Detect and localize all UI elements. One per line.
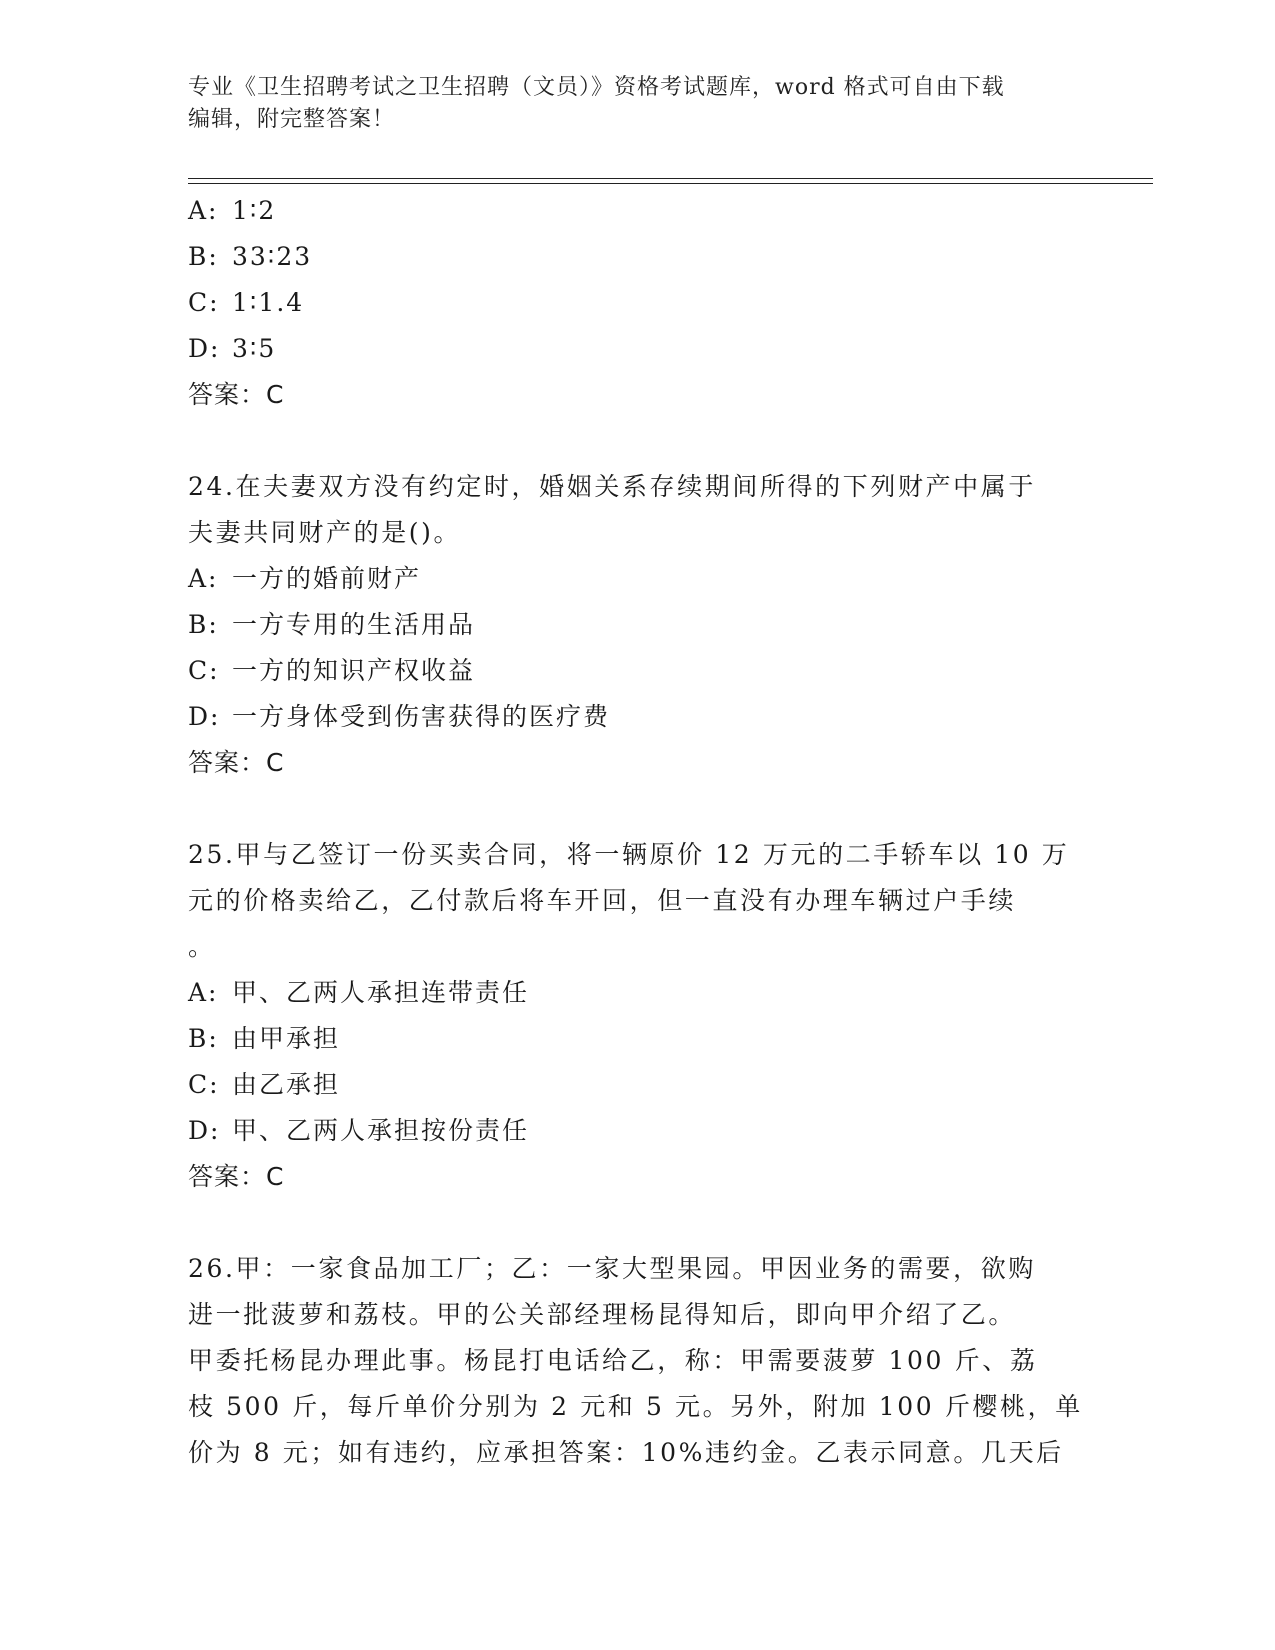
option-c (188, 280, 1088, 326)
question-25 (188, 832, 1088, 1200)
option-label: C: (188, 288, 220, 317)
option-text: 甲、乙两人承担按份责任 (232, 1116, 530, 1145)
option-text: 一方身体受到伤害获得的医疗费 (232, 702, 611, 731)
option-text: 由乙承担 (232, 1070, 341, 1099)
stem-line: 夫妻共同财产的是()。 (188, 518, 462, 547)
stem-line: 元的价格卖给乙，乙付款后将车开回，但一直没有办理车辆过户手续 (188, 886, 1017, 915)
header-line-2: 编辑，附完整答案！ (188, 107, 396, 132)
option-b (188, 602, 1088, 648)
option-label: D: (188, 1116, 221, 1145)
option-label: C: (188, 1070, 220, 1099)
stem-line: 价为 8 元；如有违约，应承担答案：10%违约金。乙表示同意。几天后 (188, 1438, 1064, 1467)
option-text: 1∶2 (232, 196, 277, 225)
page-header (188, 72, 1068, 136)
option-text: 一方的婚前财产 (232, 564, 422, 593)
option-c (188, 648, 1088, 694)
option-label: A: (188, 196, 219, 225)
header-rule-top (188, 178, 1153, 179)
stem-line: 进一批菠萝和荔枝。甲的公关部经理杨昆得知后，即向甲介绍了乙。 (188, 1300, 1017, 1329)
option-label: A: (188, 978, 219, 1007)
question-24 (188, 464, 1088, 786)
option-text: 甲、乙两人承担连带责任 (232, 978, 530, 1007)
stem-line: 24.在夫妻双方没有约定时，婚姻关系存续期间所得的下列财产中属于 (188, 472, 1036, 501)
option-c (188, 1062, 1088, 1108)
stem-line: 25.甲与乙签订一份买卖合同，将一辆原价 12 万元的二手轿车以 10 万 (188, 840, 1070, 869)
option-label: A: (188, 564, 219, 593)
option-b (188, 1016, 1088, 1062)
answer-line: 答案：C (188, 1162, 285, 1191)
question-stem (188, 464, 1073, 556)
stem-line: 甲委托杨昆办理此事。杨昆打电话给乙，称：甲需要菠萝 100 斤、荔 (188, 1346, 1038, 1375)
option-text: 一方专用的生活用品 (232, 610, 476, 639)
option-b (188, 234, 1088, 280)
option-d (188, 326, 1088, 372)
option-text: 由甲承担 (232, 1024, 341, 1053)
header-line-1: 专业《卫生招聘考试之卫生招聘（文员）》资格考试题库，word 格式可自由下载 (188, 75, 1005, 100)
option-a (188, 556, 1088, 602)
option-label: C: (188, 656, 220, 685)
question-stem (188, 1246, 1083, 1476)
stem-line: 26.甲：一家食品加工厂；乙：一家大型果园。甲因业务的需要，欲购 (188, 1254, 1036, 1283)
question-26 (188, 1246, 1088, 1476)
header-rule-bottom (188, 183, 1153, 184)
option-label: D: (188, 334, 221, 363)
option-text: 一方的知识产权收益 (232, 656, 476, 685)
option-a (188, 188, 1088, 234)
question-stem (188, 832, 1073, 970)
option-text: 3∶5 (232, 334, 277, 363)
option-label: B: (188, 1024, 219, 1053)
option-text: 1∶1.4 (232, 288, 305, 317)
stem-line: 。 (188, 932, 216, 961)
prev-question-block (188, 188, 1088, 418)
answer-line: 答案：C (188, 748, 285, 777)
answer-line: 答案：C (188, 380, 285, 409)
stem-line: 枝 500 斤，每斤单价分别为 2 元和 5 元。另外，附加 100 斤樱桃，单 (188, 1392, 1083, 1421)
option-d (188, 1108, 1088, 1154)
option-label: D: (188, 702, 221, 731)
option-d (188, 694, 1088, 740)
option-a (188, 970, 1088, 1016)
option-label: B: (188, 610, 219, 639)
option-label: B: (188, 242, 219, 271)
question-list (188, 188, 1088, 1476)
option-text: 33∶23 (232, 242, 313, 271)
